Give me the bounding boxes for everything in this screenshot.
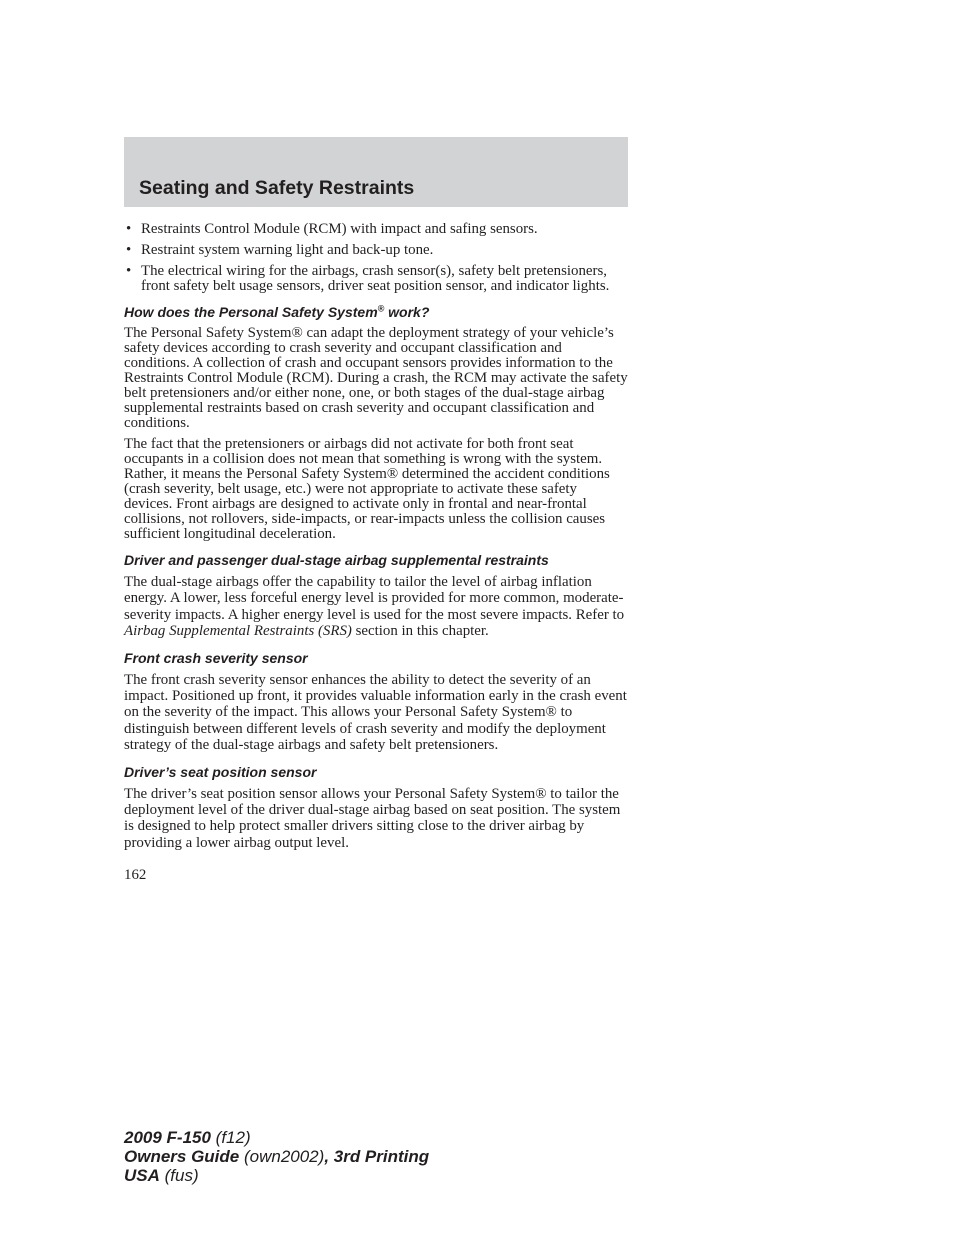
paragraph-seat-position-sensor: The driver’s seat position sensor allows your Personal Safety System® to tailor the deployment level of the driver dual-stage airbag based on seat position. The system is designed to help protect smaller drivers sitting close to the driver airbag by providing a lower airbag output level. — [124, 785, 621, 851]
footer-model-line: 2009 F-150 (f12) — [124, 1128, 251, 1147]
list-item: • Restraint system warning light and back-up tone. — [126, 242, 434, 258]
list-item: • Restraints Control Module (RCM) with impact and safing sensors. — [126, 221, 538, 237]
heading-front-crash-sensor: Front crash severity sensor — [124, 649, 308, 666]
footer-guide-line: Owners Guide (own2002), 3rd Printing — [124, 1147, 430, 1166]
bullet-icon: • — [126, 263, 132, 279]
paragraph-front-crash-sensor: The front crash severity sensor enhances the ability to detect the severity of an impact. Positioned up front, it provides valuable information early in the crash event on the severity of the impact. This allows your Personal Safety System® to distinguish between different levels of crash severity and modify the deployment strategy of the dual-stage airbags and safety belt pretensioners. — [124, 671, 627, 754]
section-title: Seating and Safety Restraints — [139, 177, 415, 199]
document-footer — [124, 1128, 429, 1185]
paragraph-how-it-works-1: The Personal Safety System® can adapt the deployment strategy of your vehicle’s safety devices according to crash severity and occupant classification and conditions. A collection of crash and occupant sensors provides information to the Restraints Control Module (RCM). During a crash, the RCM may activate the safety belt pretensioners and/or either none, one, or both stages of the dual-stage airbag supplemental restraints based on crash severity and occupant classification and conditions. — [124, 325, 628, 431]
page-number: 162 — [124, 867, 147, 884]
bullet-icon: • — [126, 221, 132, 237]
list-item: • The electrical wiring for the airbags, crash sensor(s), safety belt pretensioners, front safety belt usage sensors, driver seat position sensor, and indicator lights. — [126, 263, 610, 294]
bullet-icon: • — [126, 242, 132, 258]
heading-how-it-works: How does the Personal Safety System® work? — [124, 303, 430, 320]
heading-dual-stage-airbags: Driver and passenger dual-stage airbag supplemental restraints — [124, 552, 549, 568]
footer-region-line: USA (fus) — [124, 1166, 199, 1185]
page-content — [124, 222, 629, 883]
srs-section-reference: Airbag Supplemental Restraints (SRS) — [124, 623, 352, 640]
paragraph-dual-stage-airbags: The dual-stage airbags offer the capability to tailor the level of airbag inflation energy. A lower, less forceful energy level is provided for more common, moderate-severity impacts. A higher energy level is used for the most severe impacts. Refer to Airbag Supplemental Restraints (SRS) section in this chapter. — [124, 574, 625, 640]
paragraph-how-it-works-2: The fact that the pretensioners or airbags did not activate for both front seat occupants in a collision does not mean that something is wrong with the system. Rather, it means the Personal Safety System® determined the accident conditions (crash severity, belt usage, etc.) were not appropriate to activate these safety devices. Front airbags are designed to activate only in frontal and near-frontal collisions, not rollovers, side-impacts, or rear-impacts unless the collision causes sufficient longitudinal deceleration. — [124, 436, 610, 542]
component-list — [124, 222, 629, 294]
heading-seat-position-sensor: Driver’s seat position sensor — [124, 763, 317, 780]
registered-mark: ® — [377, 303, 385, 314]
section-header-band — [124, 137, 628, 207]
